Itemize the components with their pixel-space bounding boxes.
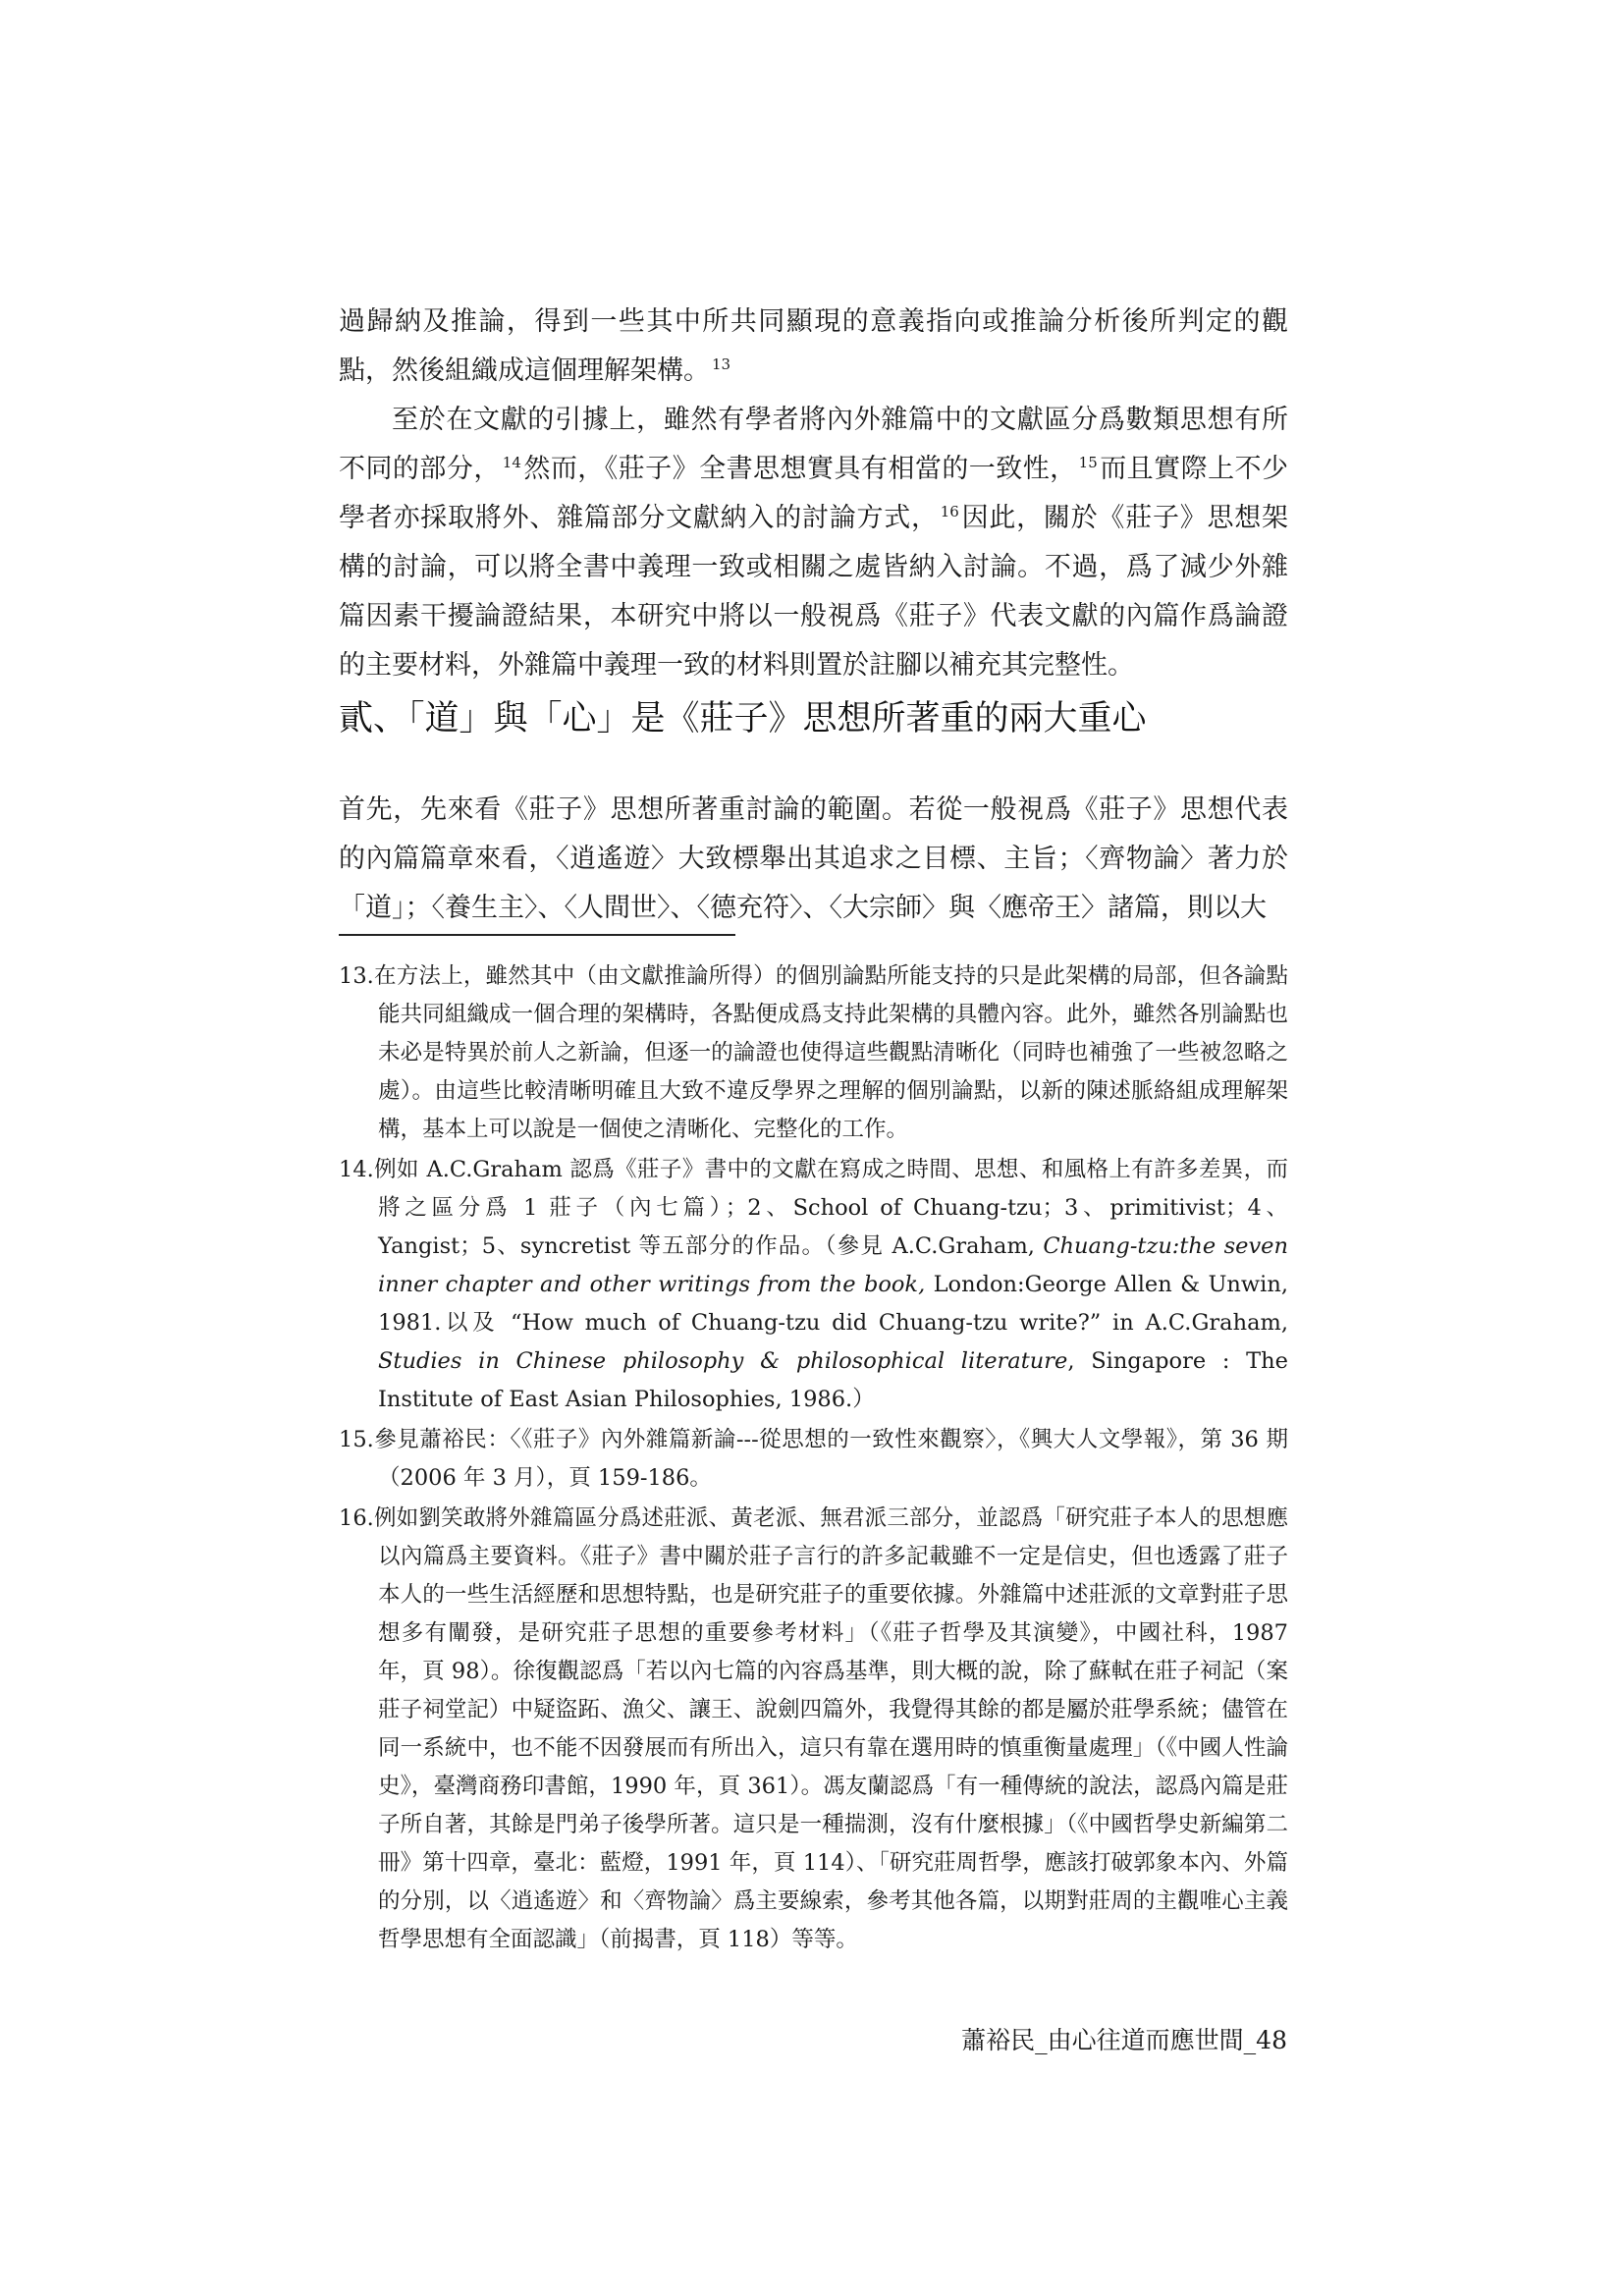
footnote-separator [339,934,735,936]
section-heading: 貳、「道」與「心」是《莊子》思想所著重的兩大重心 [339,699,1147,738]
footnote-14 [339,1151,1288,1419]
body-paragraph-1 [339,298,1288,396]
footnote-13: 13.在方法上，雖然其中（由文獻推論所得）的個別論點所能支持的只是此架構的局部，但各論點能共同組織成一個合理的架構時，各點便成爲支持此架構的具體內容。此外，雖然各別論點也未必是特異於前人之新論，但逐一的論證也使得這些觀點清晰化（同時也補強了一些被忽略之處）。由這些比較清晰明確且大致不違反學界之理解的個別論點，以新的陳述脈絡組成理解架構，基本上可以說是一個使之清晰化、完整化的工作。 [339,963,1288,1142]
para3-text: 首先，先來看《莊子》思想所著重討論的範圍。若從一般視爲《莊子》思想代表的內篇篇章來看，〈逍遙遊〉大致標舉出其追求之目標、主旨；〈齊物論〉著力於「道」；〈養生主〉、〈人間世〉、〈德充符〉、〈大宗師〉與〈應帝王〉諸篇，則以大 [339,794,1288,923]
para2-text-d: 因此，關於《莊子》思想架構的討論，可以將全書中義理一致或相關之處皆納入討論。不過，爲了減少外雜篇因素干擾論證結果，本研究中將以一般視爲《莊子》代表文獻的內篇作爲論證的主要材料，外雜篇中義理一致的材料則置於註腳以補充其完整性。 [339,503,1289,681]
footnote-14-title-1: Chuang-tzu:the seven inner chapter and other writings from the book, [378,1233,1288,1297]
body-paragraph-2 [339,396,1288,690]
footnote-14-title-2: Studies in Chinese philosophy & philosophical literature [378,1348,1068,1374]
footnote-14-text-a: 14.例如 A.C.Graham 認爲《莊子》書中的文獻在寫成之時間、思想、和風格上有許多差異，而將之區分爲 1 莊子（內七篇）；2、School of Chuang-tzu；3、primitivist；4、Yangist；5、syncretist 等五部分的作品。（參見 A.C.Graham, [339,1157,1288,1259]
para2-text-a: 至於在文獻的引據上，雖然有學者將內外雜篇中的文獻區分爲數類思想有所不同的部分， [339,405,1288,484]
footnote-14-text-c: London:George Allen & Unwin, 1981.以及 “How much of Chuang-tzu did Chuang-tzu write?” in A.C.Graham, [378,1272,1289,1336]
footnote-16: 16.例如劉笑敢將外雜篇區分爲述莊派、黃老派、無君派三部分，並認爲「研究莊子本人的思想應以內篇爲主要資料。《莊子》書中關於莊子言行的許多記載雖不一定是信史，但也透露了莊子本人的一些生活經歷和思想特點，也是研究莊子的重要依據。外雜篇中述莊派的文章對莊子思想多有闡發，是研究莊子思想的重要參考材料」（《莊子哲學及其演變》，中國社科，1987 年，頁 98）。徐復觀認爲「若以內七篇的內容爲基準，則大概的說，除了蘇軾在莊子祠記（案莊子祠堂記）中疑盜跖、漁父、讓王、說劍四篇外，我覺得其餘的都是屬於莊學系統；儘管在同一系統中，也不能不因發展而有所出入，這只有靠在選用時的慎重衡量處理」（《中國人性論史》，臺灣商務印書館，1990 年，頁 361）。馮友蘭認爲「有一種傳統的說法，認爲內篇是莊子所自著，其餘是門弟子後學所著。這只是一種揣測，沒有什麼根據」（《中國哲學史新編第二冊》第十四章，臺北：藍燈，1991 年，頁 114）、「研究莊周哲學，應該打破郭象本內、外篇的分別，以〈逍遙遊〉和〈齊物論〉爲主要線索，參考其他各篇，以期對莊周的主觀唯心主義哲學思想有全面認識」（前揭書，頁 118）等等。 [339,1505,1288,1952]
footnote-ref-13[interactable]: 13 [712,355,731,373]
footnote-14-text-e: , Singapore : The Institute of East Asian Philosophies, 1986.） [378,1348,1288,1412]
footnote-15: 15.參見蕭裕民：〈《莊子》內外雜篇新論---從思想的一致性來觀察〉，《興大人文學報》，第 36 期（2006 年 3 月），頁 159-186。 [339,1427,1288,1491]
para2-text-c: 而且實際上不少學者亦採取將外、雜篇部分文獻納入的討論方式， [339,454,1289,533]
footnote-ref-16[interactable]: 16 [940,503,959,520]
para1-text: 過歸納及推論，得到一些其中所共同顯現的意義指向或推論分析後所判定的觀點，然後組織成這個理解架構。 [339,306,1288,386]
body-paragraph-3 [339,786,1288,933]
footnote-ref-15[interactable]: 15 [1078,454,1098,471]
para2-text-b: 然而，《莊子》全書思想實具有相當的一致性， [522,454,1077,484]
footnote-ref-14[interactable]: 14 [502,454,521,471]
page-footer: 蕭裕民_由心往道而應世間_48 [961,2026,1287,2054]
footnotes-section [339,957,1288,1961]
